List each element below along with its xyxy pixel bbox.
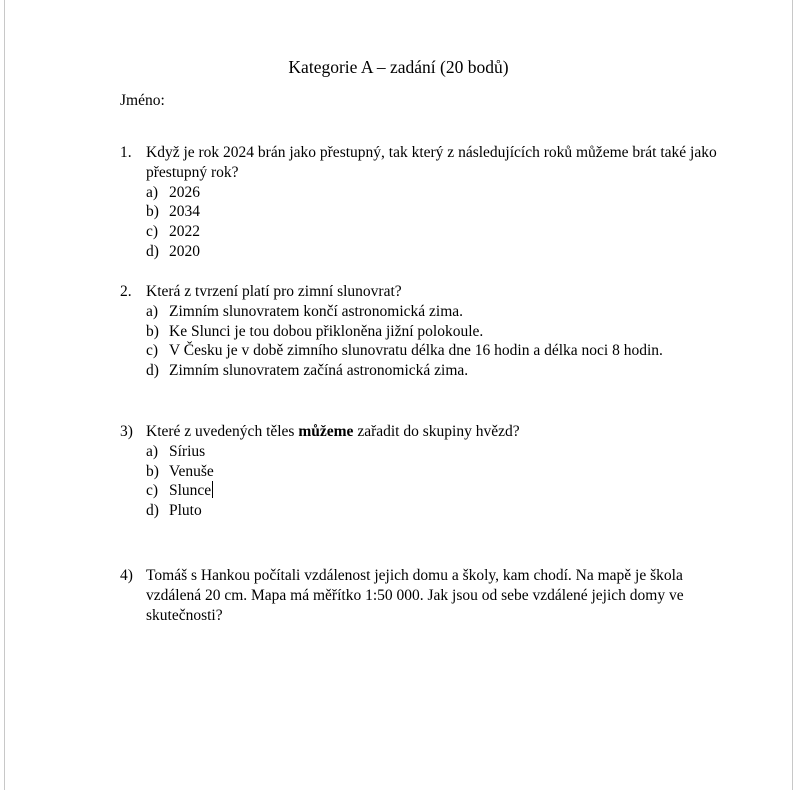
option-letter: c) [146,223,159,241]
question-text: Tomáš s Hankou počítali vzdálenost jejich domu a školy, kam chodí. Na mapě je škola vzdálená 20 cm. Mapa má měřítko 1:50 000. Jak jsou od sebe vzdálené jejich domy ve skutečnosti? [146,567,684,624]
option-letter: b) [146,203,159,221]
question-text: Když je rok 2024 brán jako přestupný, tak který z následujících roků můžeme brát také jako přestupný rok? [146,144,717,181]
question-text-after: zařadit do skupiny hvězd? [353,423,520,440]
option-text: 2020 [169,242,200,260]
option-letter: b) [146,322,159,340]
option-letter: b) [146,462,159,480]
question-number: 3) [120,423,133,440]
option-letter: a) [146,183,159,201]
option [146,501,720,521]
question-number: 1. [120,144,132,161]
option [146,322,720,342]
question-4 [120,566,720,625]
option-text: Ke Slunci je tou dobou přikloněna jižní polokoule. [169,322,484,340]
question-text-bold: můžeme [298,423,354,440]
option-text: V Česku je v době zimního slunovratu délka dne 16 hodin a délka noci 8 hodin. [169,342,663,360]
option [146,442,720,462]
option [146,462,720,482]
question-text [146,422,720,442]
option-letter: c) [146,342,159,360]
option-letter: d) [146,362,159,380]
option [146,361,720,381]
page-right-edge [792,0,793,790]
option [146,302,720,322]
name-label: Jméno: [120,92,165,109]
question-3 [120,422,720,521]
option-letter: a) [146,442,159,460]
option-letter: a) [146,302,159,320]
option-text: Venuše [169,462,214,480]
option [146,222,720,242]
text-cursor [212,481,213,498]
option-text: Zimním slunovratem končí astronomická zima. [169,302,464,320]
question-1 [120,143,720,262]
option [146,341,720,361]
option-text: 2026 [169,183,200,201]
option-text: 2034 [169,203,200,221]
option [146,183,720,203]
question-number: 4) [120,567,133,584]
question-text-before: Které z uvedených těles [146,423,299,440]
option-letter: d) [146,502,159,520]
option-text: Slunce [169,482,212,500]
option-letter: c) [146,482,159,500]
question-2 [120,282,720,381]
option-text: Zimním slunovratem začíná astronomická zima. [169,362,469,380]
question-number: 2. [120,283,132,300]
option-text: Pluto [169,502,202,520]
option [146,202,720,222]
option-text: Sírius [169,442,206,460]
page-left-edge [4,0,5,790]
option-text: 2022 [169,223,200,241]
question-text: Která z tvrzení platí pro zimní slunovrat? [146,283,402,300]
option [146,481,720,501]
option [146,242,720,262]
document-title: Kategorie A – zadání (20 bodů) [288,57,509,77]
option-letter: d) [146,242,159,260]
